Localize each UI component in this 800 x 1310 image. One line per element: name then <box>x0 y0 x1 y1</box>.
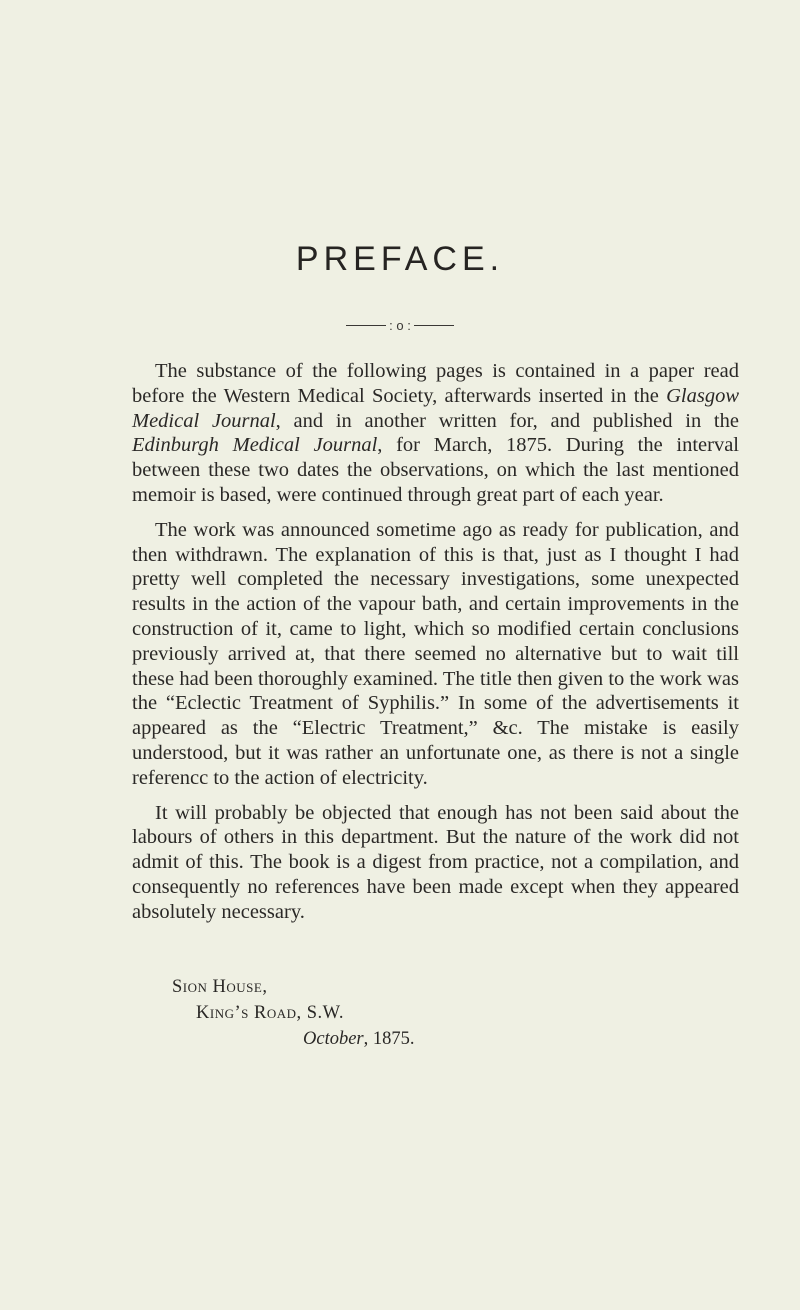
paragraph-3-text: It will probably be objected that enough has not been said about the labours of others in this department. But the nature of the work did not admit of this. The book is a digest from practice, not a compilation, and consequently no references have been made except when they appeared absolutely necessary. <box>132 801 739 923</box>
signature-date-year: , 1875. <box>363 1029 415 1049</box>
preface-body <box>132 359 739 935</box>
signature-address-line-1: Sion House, <box>172 977 268 997</box>
paragraph-1-text-b: , and in another written for, and published in the <box>275 409 739 432</box>
signature-date <box>172 1026 415 1052</box>
paragraph-2-text: The work was announced sometime ago as ready for publication, and then withdrawn. The explanation of this is that, just as I thought I had pretty well completed the necessary investigations, some unexpected results in the action of the vapour bath, and certain improvements in the construction of it, came to light, which so modified certain conclusions previously arrived at, that there seemed no alternative but to wait till these had been thoroughly examined. The title then given to the work was the “Eclectic Treatment of Syphilis.” In some of the advertisements it appeared as the “Electric Treatment,” &c. The mistake is easily understood, but it was rather an unfortunate one, as there is not a single referencc to the action of electricity. <box>132 518 739 789</box>
journal-name-glasgow: Glasgow Medical Journal <box>132 384 739 432</box>
divider-rule-right <box>414 325 454 326</box>
divider-rule-left <box>346 325 386 326</box>
paragraph-1-text-c: , for March, 1875. During the interval between these two dates the observations, on which the last mentioned memoir is based, were continued through great part of each year. <box>132 434 740 506</box>
page-title: PREFACE. <box>295 240 505 278</box>
signature-address-line-2: King’s Road, S.W. <box>196 1003 345 1023</box>
paragraph-3 <box>132 801 739 925</box>
title-ornament-divider <box>0 318 800 333</box>
signature-block <box>172 974 415 1052</box>
paragraph-1-text-a: The substance of the following pages is contained in a paper read before the Western Medical Society, afterwards inserted in the <box>132 360 739 407</box>
divider-ornament: : o : <box>389 318 411 333</box>
journal-name-edinburgh: Edinburgh Medical Journal <box>132 434 378 457</box>
paragraph-2 <box>132 518 739 791</box>
paragraph-1 <box>132 359 739 508</box>
signature-date-month: October <box>303 1029 364 1049</box>
